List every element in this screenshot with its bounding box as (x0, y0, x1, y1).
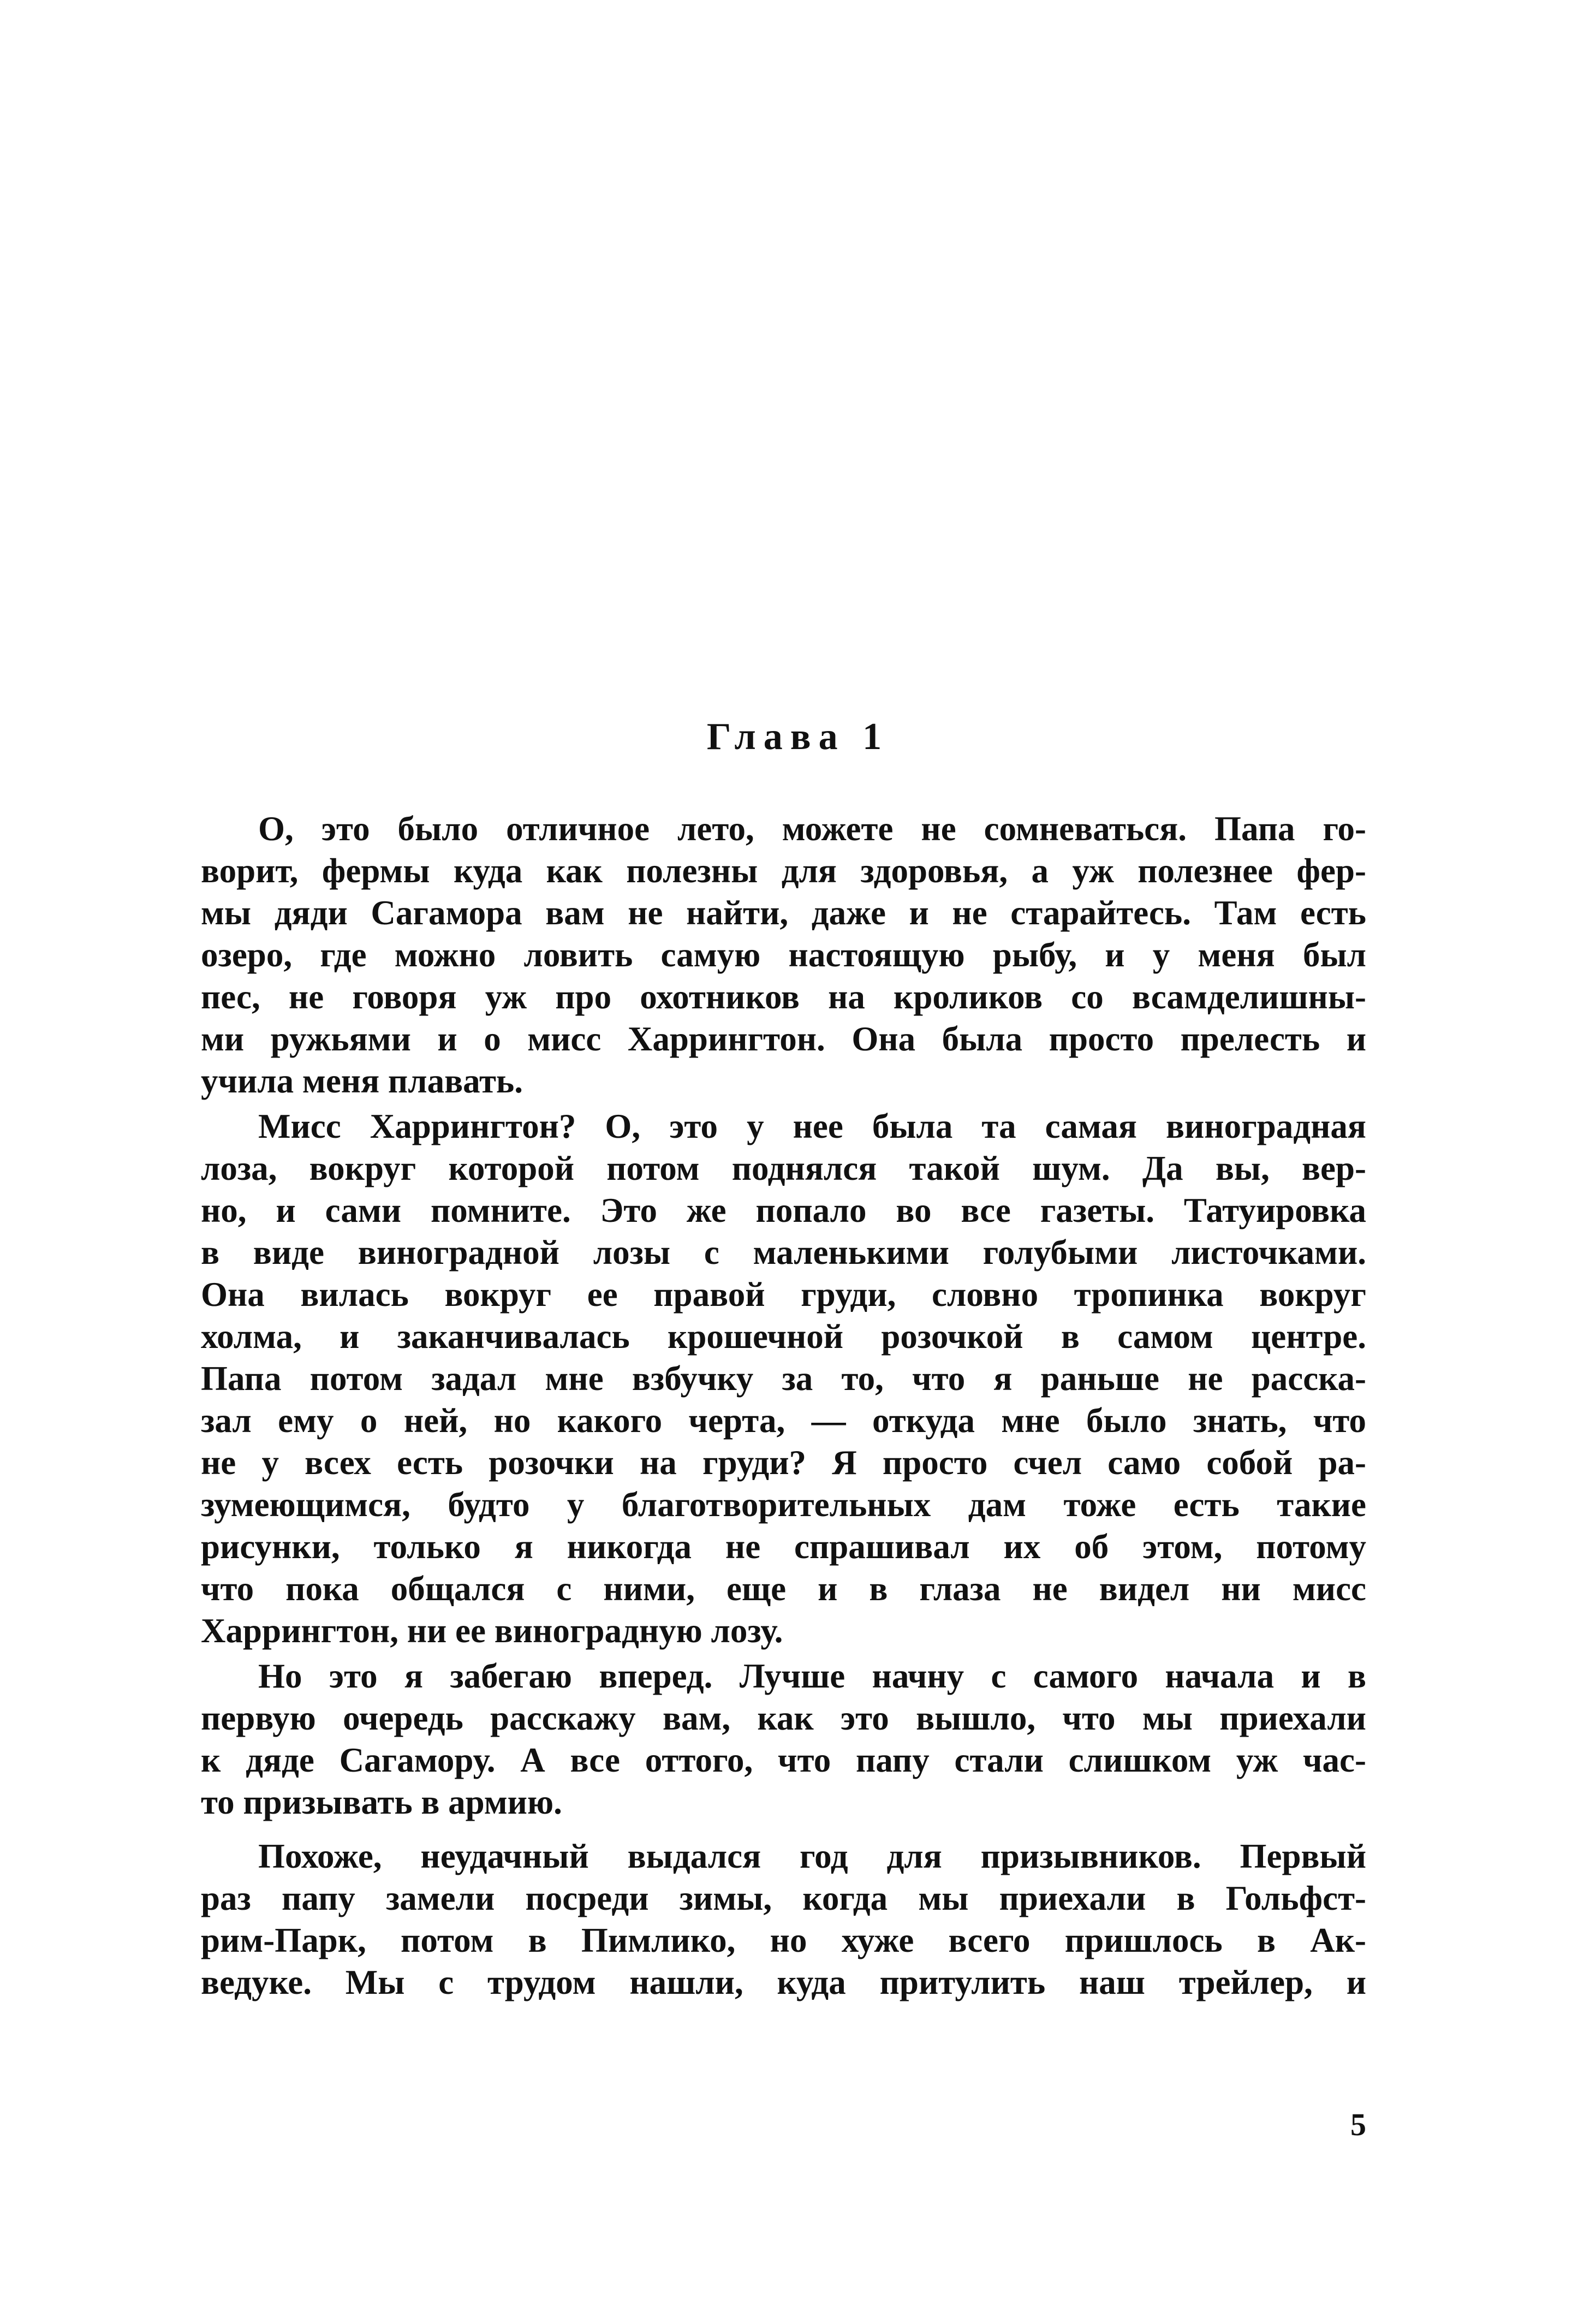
paragraph (201, 1655, 1366, 1823)
text-line: ми ружьями и о мисс Харрингтон. Она была просто прелесть и (201, 1020, 1366, 1058)
text-line: озеро, где можно ловить самую настоящую рыбу, и у меня был (201, 936, 1366, 974)
page-number: 5 (1350, 2107, 1366, 2142)
chapter-title: Глава 1 (706, 716, 890, 758)
text-line: Харрингтон, ни ее виноградную лозу. (201, 1612, 783, 1650)
text-line: Мисс Харрингтон? О, это у нее была та самая виноградная (258, 1107, 1366, 1145)
text-line: ворит, фермы куда как полезны для здоровья, а уж полезнее фер- (201, 852, 1366, 890)
text-line: рисунки, только я никогда не спрашивал их об этом, потому (201, 1528, 1366, 1566)
text-line: О, это было отличное лето, можете не сомневаться. Папа го- (258, 810, 1366, 848)
text-line: ведуке. Мы с трудом нашли, куда притулить наш трейлер, и (201, 1963, 1366, 2001)
paragraph (201, 1106, 1366, 1652)
text-line: в виде виноградной лозы с маленькими голубыми листочками. (201, 1233, 1366, 1272)
text-line: холма, и заканчивалась крошечной розочкой в самом центре. (201, 1317, 1366, 1356)
text-line: пес, не говоря уж про охотников на кроликов со всамделишны- (201, 978, 1366, 1016)
text-line: Она вилась вокруг ее правой груди, словно тропинка вокруг (201, 1275, 1366, 1314)
text-line: Папа потом задал мне взбучку за то, что я раньше не расска- (201, 1359, 1366, 1398)
body-text (201, 808, 1366, 2004)
text-line: зал ему о ней, но какого черта, — откуда мне было знать, что (201, 1401, 1366, 1440)
text-line: мы дяди Сагамора вам не найти, даже и не старайтесь. Там есть (201, 894, 1366, 932)
text-line: Похоже, неудачный выдался год для призывников. Первый (258, 1837, 1366, 1875)
text-line: к дяде Сагамору. А все оттого, что папу стали слишком уж час- (201, 1741, 1366, 1779)
paragraph (201, 1835, 1366, 2004)
text-line: Но это я забегаю вперед. Лучше начну с самого начала и в (258, 1657, 1366, 1695)
text-line: то призывать в армию. (201, 1783, 562, 1821)
text-line: не у всех есть розочки на груди? Я просто счел само собой ра- (201, 1443, 1366, 1482)
text-line: раз папу замели посреди зимы, когда мы приехали в Гольфст- (201, 1879, 1366, 1917)
text-line: учила меня плавать. (201, 1062, 523, 1100)
text-line: что пока общался с ними, еще и в глаза не видел ни мисс (201, 1570, 1366, 1608)
text-line: но, и сами помните. Это же попало во все газеты. Татуировка (201, 1191, 1366, 1229)
text-line: первую очередь расскажу вам, как это вышло, что мы приехали (201, 1699, 1366, 1737)
text-line: лоза, вокруг которой потом поднялся такой шум. Да вы, вер- (201, 1149, 1366, 1187)
paragraph (201, 808, 1366, 1102)
text-line: зумеющимся, будто у благотворительных дам тоже есть такие (201, 1486, 1366, 1524)
text-line: рим-Парк, потом в Пимлико, но хуже всего пришлось в Ак- (201, 1921, 1366, 1959)
